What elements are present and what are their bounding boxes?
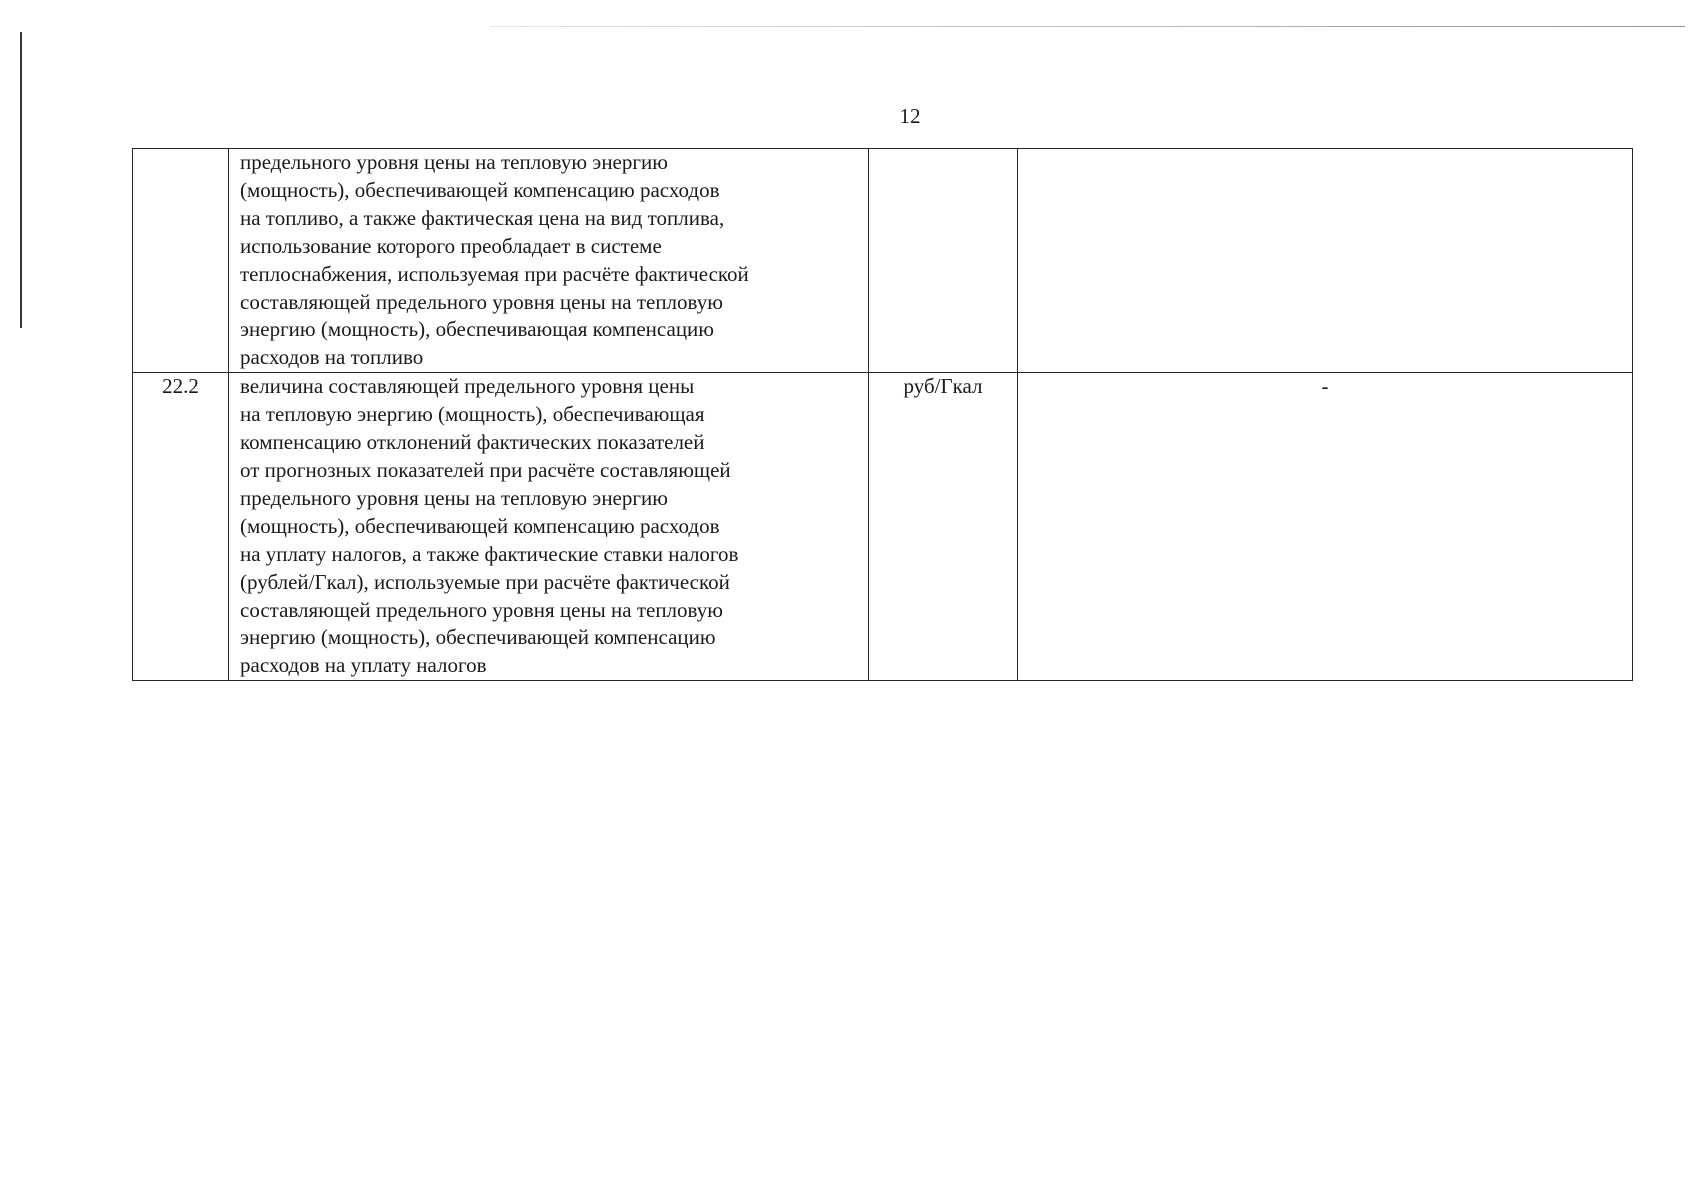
description-line: (мощность), обеспечивающей компенсацию расходов	[240, 177, 720, 202]
table-row	[133, 373, 1633, 681]
description-line: (мощность), обеспечивающей компенсацию расходов	[240, 513, 720, 538]
description-line: предельного уровня цены на тепловую энергию	[240, 150, 668, 174]
table-row	[133, 149, 1633, 373]
scan-top-edge-line	[490, 26, 1685, 27]
scan-left-edge-line	[20, 32, 22, 328]
description-line: величина составляющей предельного уровня цены	[240, 374, 695, 399]
description-line: энергию (мощность), обеспечивающей компенсацию	[240, 625, 716, 650]
row-value-cell: -	[1018, 373, 1633, 681]
description-line: составляющей предельного уровня цены на тепловую	[240, 597, 723, 622]
row-value-cell	[1018, 149, 1633, 373]
description-line: составляющей предельного уровня цены на тепловую	[240, 289, 723, 314]
row-description-cell	[229, 149, 869, 373]
row-number-cell: 22.2	[133, 373, 229, 681]
description-line: на уплату налогов, а также фактические ставки налогов	[240, 541, 739, 566]
row-description-cell	[229, 373, 869, 681]
description-line: на тепловую энергию (мощность), обеспечивающая	[240, 402, 705, 427]
description-line: расходов на уплату налогов	[240, 653, 487, 678]
description-line: на топливо, а также фактическая цена на вид топлива,	[240, 205, 725, 230]
description-line: расходов на топливо	[240, 345, 424, 370]
page-number: 12	[899, 104, 921, 128]
description-line: от прогнозных показателей при расчёте составляющей	[240, 457, 731, 482]
description-line: компенсацию отклонений фактических показателей	[240, 430, 705, 455]
description-line: (рублей/Гкал), используемые при расчёте фактической	[240, 569, 730, 594]
description-line: энергию (мощность), обеспечивающая компенсацию	[240, 317, 714, 342]
data-table	[132, 148, 1633, 681]
row-unit-cell	[869, 149, 1018, 373]
row-unit-cell: руб/Гкал	[869, 373, 1018, 681]
description-line: предельного уровня цены на тепловую энергию	[240, 485, 668, 510]
row-number-cell	[133, 149, 229, 373]
description-line: теплоснабжения, используемая при расчёте фактической	[240, 261, 749, 286]
description-line: использование которого преобладает в системе	[240, 233, 662, 258]
